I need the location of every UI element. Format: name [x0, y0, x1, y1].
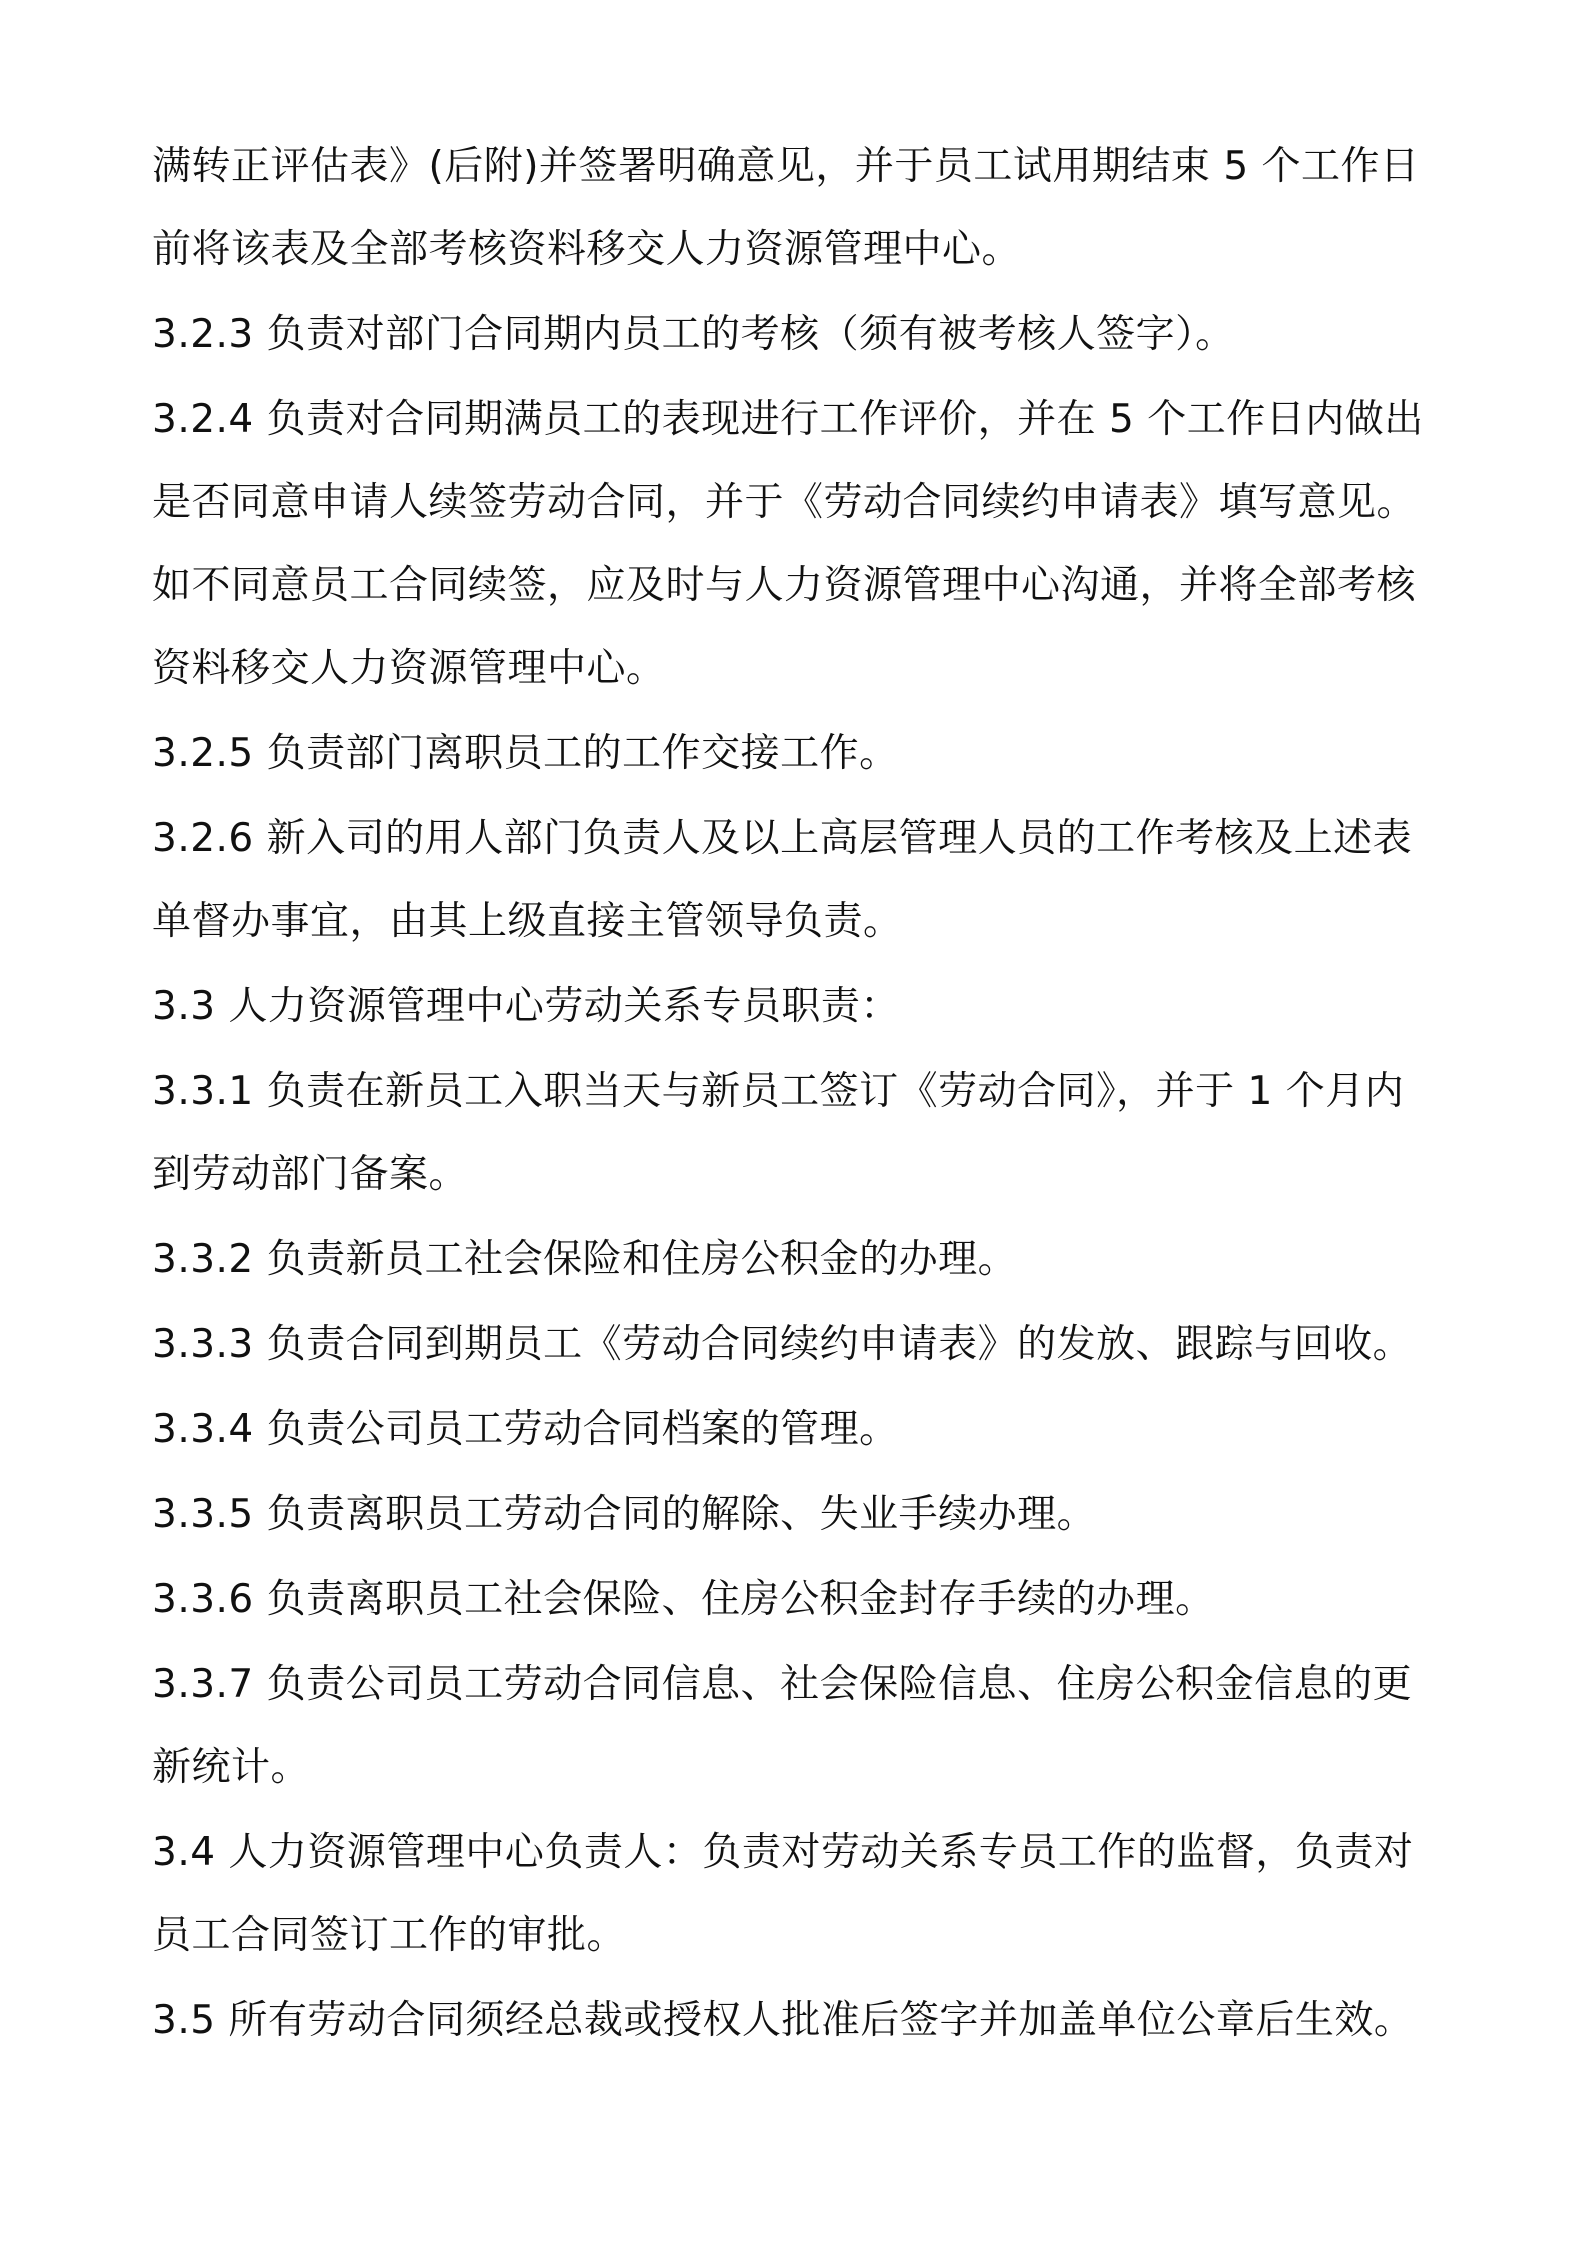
heading-3-3: 3.3 人力资源管理中心劳动关系专员职责：: [152, 984, 900, 1029]
paragraph-3-4: 3.4 人力资源管理中心负责人：负责对劳动关系专员工作的监督，负责对员工合同签订工作的审批。: [152, 1830, 1414, 1958]
paragraph-3-3-5: 3.3.5 负责离职员工劳动合同的解除、失业手续办理。: [152, 1492, 1097, 1537]
paragraph-3-2-5: 3.2.5 负责部门离职员工的工作交接工作。: [152, 731, 899, 776]
paragraph-3-3-3: 3.3.3 负责合同到期员工《劳动合同续约申请表》的发放、跟踪与回收。: [152, 1322, 1413, 1367]
paragraph-3-2-6: 3.2.6 新入司的用人部门负责人及以上高层管理人员的工作考核及上述表单督办事宜，由其上级直接主管领导负责。: [152, 816, 1413, 944]
paragraph-3-2-3: 3.2.3 负责对部门合同期内员工的考核（须有被考核人签字）。: [152, 312, 1235, 357]
document-page: [152, 125, 1442, 2064]
paragraph-3-2-4: 3.2.4 负责对合同期满员工的表现进行工作评价，并在 5 个工作日内做出是否同意申请人续签劳动合同，并于《劳动合同续约申请表》填写意见。如不同意员工合同续签，应及时与人力资源管理中心沟通，并将全部考核资料移交人力资源管理中心。: [152, 397, 1424, 691]
paragraph-3-3-6: 3.3.6 负责离职员工社会保险、住房公积金封存手续的办理。: [152, 1577, 1215, 1622]
paragraph-3-5: 3.5 所有劳动合同须经总裁或授权人批准后签字并加盖单位公章后生效。: [152, 1998, 1414, 2043]
paragraph-3-3-1: 3.3.1 负责在新员工入职当天与新员工签订《劳动合同》，并于 1 个月内到劳动部门备案。: [152, 1069, 1405, 1197]
paragraph-3-3-2: 3.3.2 负责新员工社会保险和住房公积金的办理。: [152, 1237, 1018, 1282]
paragraph-probation-evaluation: 满转正评估表》(后附)并签署明确意见，并于员工试用期结束 5 个工作日前将该表及全部考核资料移交人力资源管理中心。: [152, 144, 1420, 272]
paragraph-3-3-7: 3.3.7 负责公司员工劳动合同信息、社会保险信息、住房公积金信息的更新统计。: [152, 1662, 1413, 1790]
paragraph-3-3-4: 3.3.4 负责公司员工劳动合同档案的管理。: [152, 1407, 899, 1452]
